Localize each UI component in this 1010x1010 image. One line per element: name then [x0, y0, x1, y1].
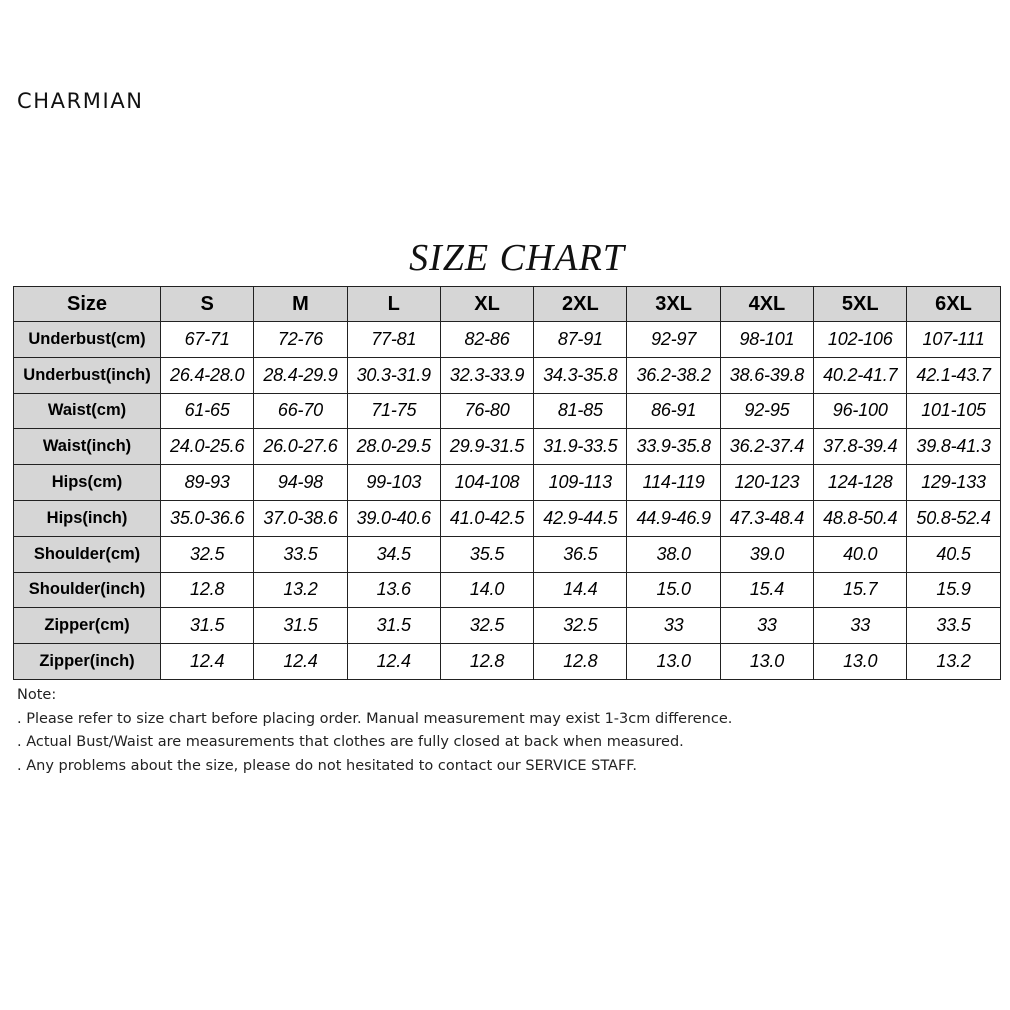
table-cell: 12.8 [440, 644, 533, 680]
page-title: SIZE CHART [409, 237, 625, 279]
table-row [14, 608, 1001, 644]
table-cell: 87-91 [534, 322, 627, 358]
table-cell: 72-76 [254, 322, 347, 358]
table-cell: 124-128 [814, 465, 907, 501]
table-cell: 34.5 [347, 536, 440, 572]
size-column-header: 3XL [627, 287, 720, 322]
row-label: Underbust(inch) [14, 357, 161, 393]
table-cell: 109-113 [534, 465, 627, 501]
size-column-header: M [254, 287, 347, 322]
table-row [14, 393, 1001, 429]
table-cell: 35.5 [440, 536, 533, 572]
size-column-header: S [161, 287, 254, 322]
table-cell: 81-85 [534, 393, 627, 429]
table-cell: 37.8-39.4 [814, 429, 907, 465]
table-cell: 77-81 [347, 322, 440, 358]
size-column-header: 6XL [907, 287, 1000, 322]
table-cell: 96-100 [814, 393, 907, 429]
table-cell: 26.0-27.6 [254, 429, 347, 465]
table-cell: 76-80 [440, 393, 533, 429]
table-cell: 33 [720, 608, 813, 644]
table-cell: 114-119 [627, 465, 720, 501]
table-cell: 39.0 [720, 536, 813, 572]
table-cell: 29.9-31.5 [440, 429, 533, 465]
table-cell: 47.3-48.4 [720, 500, 813, 536]
table-cell: 30.3-31.9 [347, 357, 440, 393]
table-cell: 31.5 [254, 608, 347, 644]
table-cell: 12.4 [347, 644, 440, 680]
table-cell: 86-91 [627, 393, 720, 429]
table-cell: 40.0 [814, 536, 907, 572]
table-cell: 71-75 [347, 393, 440, 429]
table-cell: 94-98 [254, 465, 347, 501]
table-row [14, 500, 1001, 536]
table-row [14, 322, 1001, 358]
table-row [14, 536, 1001, 572]
table-cell: 38.6-39.8 [720, 357, 813, 393]
table-cell: 15.7 [814, 572, 907, 608]
size-header: Size [14, 287, 161, 322]
row-label: Shoulder(cm) [14, 536, 161, 572]
row-label: Underbust(cm) [14, 322, 161, 358]
table-cell: 12.4 [254, 644, 347, 680]
table-cell: 13.2 [254, 572, 347, 608]
table-cell: 13.6 [347, 572, 440, 608]
table-cell: 36.2-37.4 [720, 429, 813, 465]
size-column-header: 2XL [534, 287, 627, 322]
table-row [14, 572, 1001, 608]
table-cell: 42.9-44.5 [534, 500, 627, 536]
table-cell: 28.4-29.9 [254, 357, 347, 393]
table-cell: 99-103 [347, 465, 440, 501]
note-line: . Please refer to size chart before placing order. Manual measurement may exist 1-3cm difference. [17, 710, 733, 727]
table-cell: 39.8-41.3 [907, 429, 1000, 465]
table-cell: 31.9-33.5 [534, 429, 627, 465]
table-cell: 15.0 [627, 572, 720, 608]
size-chart-table [13, 286, 1001, 680]
table-cell: 40.5 [907, 536, 1000, 572]
table-cell: 31.5 [347, 608, 440, 644]
header-row [14, 287, 1001, 322]
table-cell: 33 [814, 608, 907, 644]
table-cell: 101-105 [907, 393, 1000, 429]
table-cell: 61-65 [161, 393, 254, 429]
table-cell: 33.9-35.8 [627, 429, 720, 465]
table-cell: 107-111 [907, 322, 1000, 358]
table-row [14, 465, 1001, 501]
size-column-header: 4XL [720, 287, 813, 322]
table-cell: 41.0-42.5 [440, 500, 533, 536]
table-cell: 12.8 [534, 644, 627, 680]
table-cell: 24.0-25.6 [161, 429, 254, 465]
size-column-header: XL [440, 287, 533, 322]
table-cell: 66-70 [254, 393, 347, 429]
table-cell: 33.5 [254, 536, 347, 572]
table-cell: 14.0 [440, 572, 533, 608]
table-cell: 92-95 [720, 393, 813, 429]
row-label: Waist(inch) [14, 429, 161, 465]
table-cell: 102-106 [814, 322, 907, 358]
table-cell: 15.9 [907, 572, 1000, 608]
table-cell: 28.0-29.5 [347, 429, 440, 465]
table-cell: 38.0 [627, 536, 720, 572]
table-cell: 13.0 [627, 644, 720, 680]
table-cell: 36.5 [534, 536, 627, 572]
table-row [14, 357, 1001, 393]
table-cell: 67-71 [161, 322, 254, 358]
row-label: Zipper(inch) [14, 644, 161, 680]
row-label: Shoulder(inch) [14, 572, 161, 608]
table-cell: 104-108 [440, 465, 533, 501]
table-cell: 13.2 [907, 644, 1000, 680]
table-row [14, 429, 1001, 465]
table-cell: 120-123 [720, 465, 813, 501]
row-label: Hips(cm) [14, 465, 161, 501]
table-cell: 39.0-40.6 [347, 500, 440, 536]
table-cell: 33.5 [907, 608, 1000, 644]
table-cell: 48.8-50.4 [814, 500, 907, 536]
table-cell: 89-93 [161, 465, 254, 501]
note-line: . Any problems about the size, please do not hesitated to contact our SERVICE STAFF. [17, 757, 637, 774]
table-cell: 92-97 [627, 322, 720, 358]
table-cell: 33 [627, 608, 720, 644]
table-cell: 40.2-41.7 [814, 357, 907, 393]
table-cell: 13.0 [720, 644, 813, 680]
table-cell: 32.3-33.9 [440, 357, 533, 393]
table-cell: 13.0 [814, 644, 907, 680]
table-cell: 32.5 [534, 608, 627, 644]
size-column-header: 5XL [814, 287, 907, 322]
table-cell: 32.5 [161, 536, 254, 572]
note-line: . Actual Bust/Waist are measurements that clothes are fully closed at back when measured. [17, 734, 684, 750]
table-cell: 31.5 [161, 608, 254, 644]
table-cell: 12.8 [161, 572, 254, 608]
notes [17, 684, 732, 778]
table-cell: 129-133 [907, 465, 1000, 501]
table-cell: 15.4 [720, 572, 813, 608]
notes-heading: Note: [17, 687, 57, 703]
table-cell: 26.4-28.0 [161, 357, 254, 393]
brand-logo: CHARMIAN [17, 89, 144, 113]
table-cell: 82-86 [440, 322, 533, 358]
table-cell: 34.3-35.8 [534, 357, 627, 393]
table-cell: 44.9-46.9 [627, 500, 720, 536]
table-cell: 32.5 [440, 608, 533, 644]
size-column-header: L [347, 287, 440, 322]
table-row [14, 644, 1001, 680]
row-label: Hips(inch) [14, 500, 161, 536]
table-cell: 35.0-36.6 [161, 500, 254, 536]
row-label: Waist(cm) [14, 393, 161, 429]
table-cell: 37.0-38.6 [254, 500, 347, 536]
table-cell: 42.1-43.7 [907, 357, 1000, 393]
table-cell: 12.4 [161, 644, 254, 680]
table-cell: 98-101 [720, 322, 813, 358]
table-cell: 50.8-52.4 [907, 500, 1000, 536]
table-cell: 36.2-38.2 [627, 357, 720, 393]
row-label: Zipper(cm) [14, 608, 161, 644]
table-cell: 14.4 [534, 572, 627, 608]
